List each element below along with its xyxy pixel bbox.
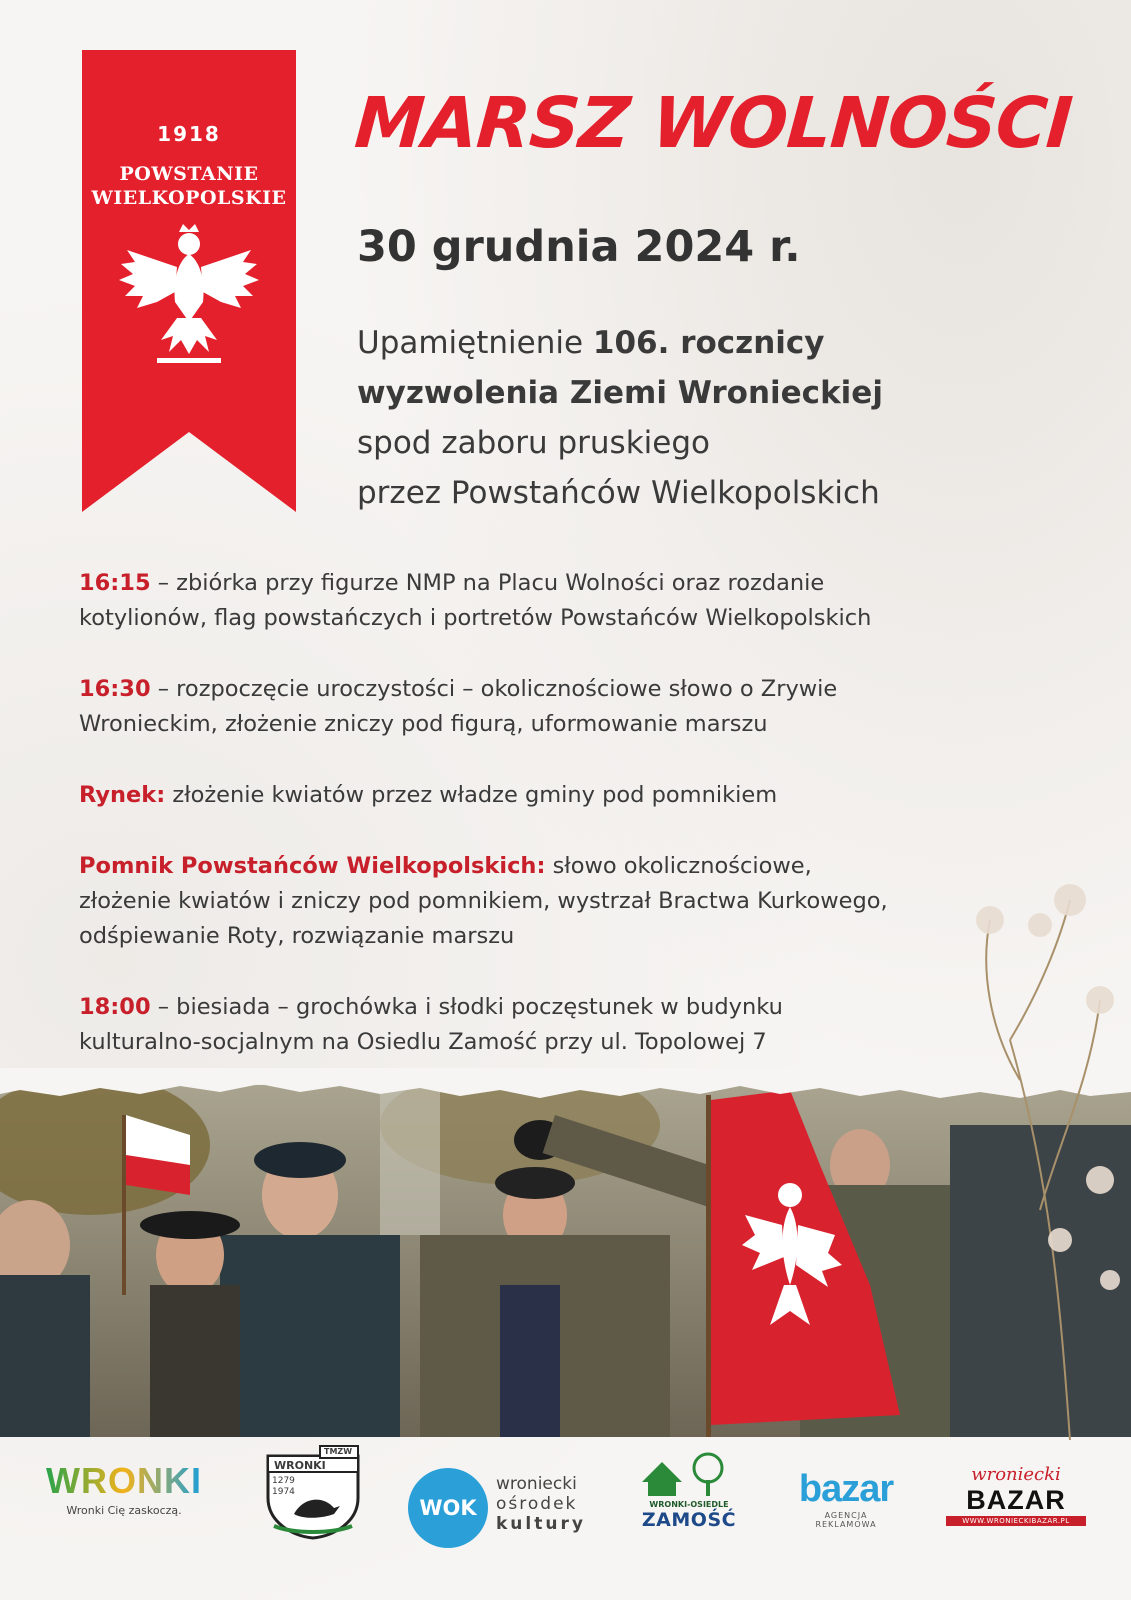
event-date: 30 grudnia 2024 r. xyxy=(357,222,801,272)
schedule-item xyxy=(79,672,1039,742)
schedule-item xyxy=(79,566,1039,636)
banner-line-1: POWSTANIE xyxy=(119,163,259,185)
flower-decoration-icon xyxy=(950,880,1131,1440)
white-eagle-icon xyxy=(117,222,261,372)
subtitle-line-2 xyxy=(357,368,1097,418)
subtitle-line-4: przez Powstańców Wielkopolskich xyxy=(357,475,880,511)
subtitle-liberation: wyzwolenia Ziemi Wronieckiej xyxy=(357,375,883,411)
schedule-place: Rynek: xyxy=(79,782,166,808)
wroniecki-bazar-top: wroniecki xyxy=(971,1464,1061,1485)
subtitle-line-1 xyxy=(357,318,1097,368)
schedule-time: 16:15 xyxy=(79,570,151,596)
wok-line-3: kultury xyxy=(496,1514,586,1534)
schedule-text: – biesiada – grochówka i słodki poczęstunek w budynku xyxy=(150,994,783,1020)
house-tree-icon xyxy=(634,1452,744,1496)
schedule-text: kulturalno-socjalnym na Osiedlu Zamość przy ul. Topolowej 7 xyxy=(79,1029,767,1055)
schedule-time: 18:00 xyxy=(79,994,151,1020)
wronki-logo-text: WRONKI xyxy=(46,1460,202,1501)
subtitle-anniversary: 106. rocznicy xyxy=(592,325,825,361)
tmzw-logo xyxy=(264,1444,362,1540)
schedule-text: – rozpoczęcie uroczystości – okolicznościowe słowo o Zrywie xyxy=(150,676,838,702)
wok-line-2: ośrodek xyxy=(496,1494,578,1514)
wok-logo-text xyxy=(496,1474,586,1534)
schedule-text: Wronieckim, złożenie zniczy pod figurą, uformowanie marszu xyxy=(79,711,768,737)
zamosc-main: ZAMOŚĆ xyxy=(641,1509,737,1531)
schedule-time: 16:30 xyxy=(79,676,151,702)
powstanie-banner xyxy=(82,50,296,512)
schedule-item xyxy=(79,990,1039,1060)
schedule-item xyxy=(79,778,1039,813)
wronki-logo xyxy=(46,1460,202,1517)
schedule-text: złożenie kwiatów przez władze gminy pod pomnikiem xyxy=(165,782,778,808)
schedule-text: słowo okolicznościowe, xyxy=(545,853,812,879)
schedule-text: odśpiewanie Roty, rozwiązanie marszu xyxy=(79,923,515,949)
wroniecki-bazar-main: BAZAR xyxy=(966,1485,1066,1515)
bazar-tagline: AGENCJA REKLAMOWA xyxy=(815,1511,877,1529)
wronki-tagline: Wronki Cię zaskoczą. xyxy=(66,1504,182,1517)
subtitle-line-3: spod zaboru pruskiego xyxy=(357,425,710,461)
tmzw-badge: TMZW xyxy=(324,1447,353,1456)
wok-logo xyxy=(408,1468,488,1548)
tmzw-year-start: 1279 xyxy=(272,1476,295,1486)
zamosc-sub: WRONKI-OSIEDLE xyxy=(649,1500,729,1509)
banner-line-2: WIELKOPOLSKIE xyxy=(91,187,287,209)
zamosc-logo xyxy=(634,1452,744,1531)
wok-line-1: wroniecki xyxy=(496,1474,577,1494)
bazar-logo xyxy=(794,1468,898,1529)
tmzw-name: WRONKI xyxy=(274,1459,326,1472)
schedule-text: kotylionów, flag powstańczych i portretów Powstańców Wielkopolskich xyxy=(79,605,872,631)
wroniecki-bazar-url: WWW.WRONIECKIBAZAR.PL xyxy=(946,1516,1086,1526)
schedule-text: złożenie kwiatów i zniczy pod pomnikiem, wystrzał Bractwa Kurkowego, xyxy=(79,888,888,914)
wok-badge: WOK xyxy=(408,1468,488,1548)
tmzw-year-end: 1974 xyxy=(272,1487,295,1497)
schedule-place: Pomnik Powstańców Wielkopolskich: xyxy=(79,853,546,879)
wroniecki-bazar-logo xyxy=(946,1464,1086,1526)
banner-year: 1918 xyxy=(157,122,221,146)
event-subtitle xyxy=(357,318,1097,518)
schedule-text: – zbiórka przy figurze NMP na Placu Wolności oraz rozdanie xyxy=(150,570,825,596)
subtitle-prefix: Upamiętnienie xyxy=(357,325,593,361)
bazar-logo-text: bazar xyxy=(798,1468,894,1510)
sponsor-logos xyxy=(0,1440,1131,1600)
page-title: MARSZ WOLNOŚCI xyxy=(352,82,1075,164)
schedule-item xyxy=(79,849,1039,954)
schedule-list xyxy=(79,566,1039,1096)
